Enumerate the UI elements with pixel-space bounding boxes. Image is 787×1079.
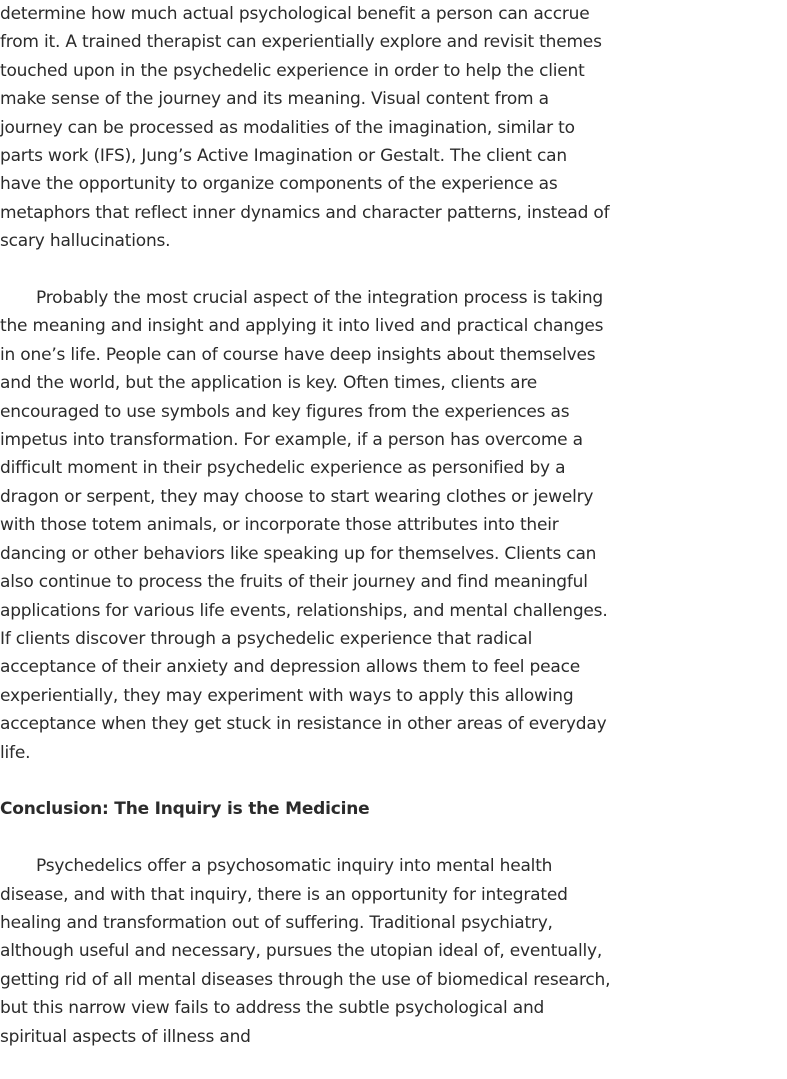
section-heading-conclusion: Conclusion: The Inquiry is the Medicine xyxy=(0,799,370,820)
paragraph-integration-process: Probably the most crucial aspect of the integration process is taking the meaning and insight and applying it into lived and practical changes in one’s life. People can of course have deep insights about themselves and the world, but the application is key. Often times, clients are encouraged to use symbols and key figures from the experiences as impetus into transformation. For example, if a person has overcome a difficult moment in their psychedelic experience as personified by a dragon or serpent, they may choose to start wearing clothes or jewelry with those totem animals, or incorporate those attributes into their dancing or other behaviors like speaking up for themselves. Clients can also continue to process the fruits of their journey and find meaningful applications for various life events, relationships, and mental challenges. If clients discover through a psychedelic experience that radical acceptance of their anxiety and depression allows them to feel peace experientially, they may experiment with ways to apply this allowing acceptance when they get stuck in resistance in other areas of everyday life. xyxy=(0,288,608,763)
paragraph-therapist-integration: determine how much actual psychological benefit a person can accrue from it. A trained therapist can experientially explore and revisit themes touched upon in the psychedelic experience in order to help the client make sense of the journey and its meaning. Visual content from a journey can be processed as modalities of the imagination, similar to parts work (IFS), Jung’s Active Imagination or Gestalt. The client can have the opportunity to organize components of the experience as metaphors that reflect inner dynamics and character patterns, instead of scary hallucinations. xyxy=(0,4,610,252)
paragraph-conclusion: Psychedelics offer a psychosomatic inquiry into mental health disease, and with that inquiry, there is an opportunity for integrated healing and transformation out of suffering. Traditional psychiatry, although useful and necessary, pursues the utopian ideal of, eventually, getting rid of all mental diseases through the use of biomedical research, but this narrow view fails to address the subtle psychological and spiritual aspects of illness and xyxy=(0,856,611,1047)
